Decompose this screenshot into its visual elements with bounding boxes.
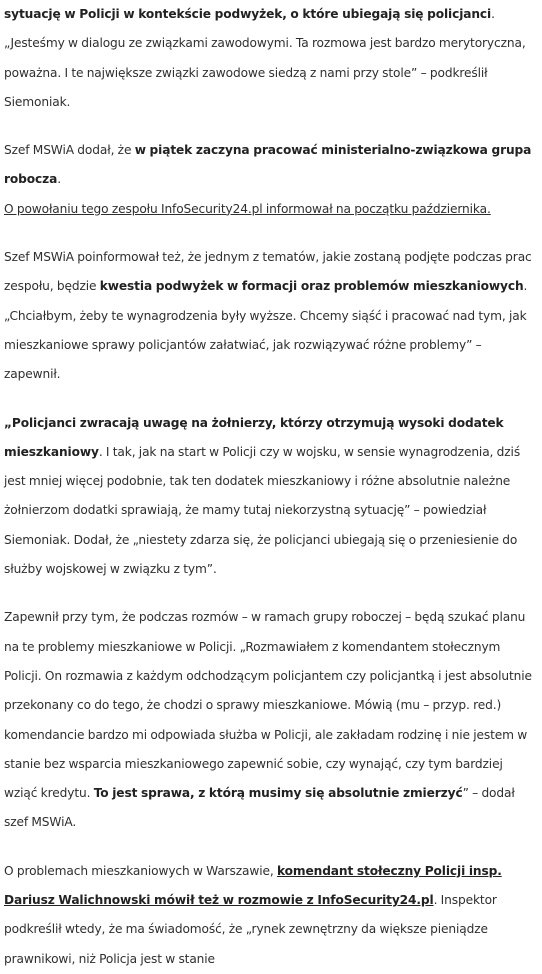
bold-text: „Policjanci zwracają uwagę na żołnierzy, którzy otrzymują wysoki dodatek mieszkaniowy [4,415,504,459]
paragraph-2 [4,136,538,224]
paragraph-text: ” – dodał szef MSWiA. [4,786,515,830]
paragraph-4 [4,409,538,585]
paragraph-5 [4,603,538,837]
bold-text: w piątek zaczyna pracować ministerialno-związkowa grupa robocza [4,143,532,187]
paragraph-text: . I tak, jak na start w Policji czy w wojsku, w sensie wynagrodzenia, dziś jest mniej więcej podobnie, tak ten dodatek mieszkaniowy i różne absolutnie należne żołnierzom dodatki sprawiają, że mamy tutaj niekorzystną sytuację” – powiedział Siemoniak. Dodał, że „niestety zdarza się, że policjanci ubiegają się o przeniesienie do służby wojskowej w związku z tym”. [4,444,521,577]
paragraph-text: . [57,172,61,187]
paragraph-text: Zapewnił przy tym, że podczas rozmów – w ramach grupy roboczej – będą szukać planu na te problemy mieszkaniowe w Policji. „Rozmawiałem z komendantem stołecznym Policji. On rozmawia z każdym odchodzącym policjantem czy policjantką i jest absolutnie przekonany co do tego, że chodzi o sprawy mieszkaniowe. Mówią (mu – przyp. red.) komendancie bardzo mi odpowiada służba w Policji, ale zakładam rodzinę i nie jestem w stanie bez wsparcia mieszkaniowego zapewnić sobie, czy wynająć, czy tym bardziej wziąć kredytu. [4,610,532,801]
bold-text: To jest sprawa, z którą musimy się absolutnie zmierzyć [93,786,463,801]
paragraph-text: Szef MSWiA poinformował też, że jednym z tematów, jakie zostaną podjęte podczas prac zespołu, będzie [4,250,532,294]
paragraph-6 [4,857,538,974]
paragraph-text: . „Jesteśmy w dialogu ze związkami zawodowymi. Ta rozmowa jest bardzo merytoryczna, poważna. I te największe związki zawodowe siedzą z nami przy stole” – podkreślił Siemoniak. [4,7,526,109]
interview-link[interactable]: komendant stołeczny Policji insp. Dariusz Walichnowski mówił też w rozmowie z InfoSecurity24.pl [4,863,502,908]
team-announcement-link[interactable]: O powołaniu tego zespołu InfoSecurity24.pl informował na początku października. [4,201,491,216]
paragraph-text: . „Chciałbym, żeby te wynagrodzenia były wyższe. Chcemy siąść i pracować nad tym, jak mieszkaniowe sprawy policjantów załatwiać, jak rozwiązywać różne problemy” – zapewnił. [4,279,528,382]
bold-text: kwestia podwyżek w formacji oraz problemów mieszkaniowych [99,279,524,294]
paragraph-3 [4,243,538,389]
paragraph-1 [4,0,538,117]
paragraph-text: O problemach mieszkaniowych w Warszawie, [4,863,278,878]
paragraph-text: Szef MSWiA dodał, że [4,143,135,158]
bold-text: sytuację w Policji w kontekście podwyżek, o które ubiegają się policjanci [4,7,492,21]
paragraph-text: . Inspektor podkreślił wtedy, że ma świadomość, że „rynek zewnętrzny da większe pieniądze prawnikowi, niż Policja jest w stanie [4,893,497,966]
